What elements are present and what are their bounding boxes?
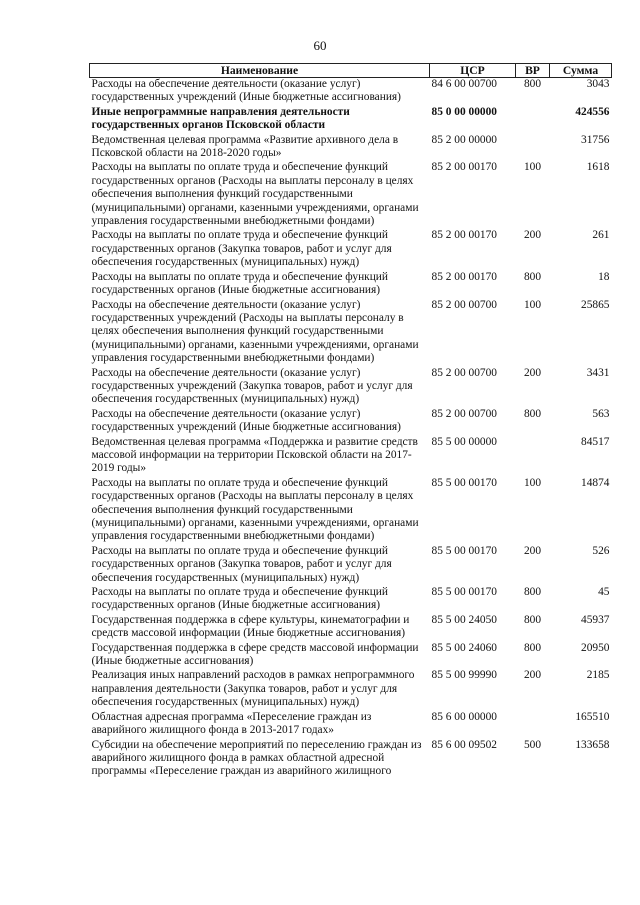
cell-csr: 85 2 00 00700 [431,298,497,311]
cell-name: Расходы на выплаты по оплате труда и обеспечение функций государственных органов (Расходы на выплаты персоналу в целях обеспечения выполнения функций государственными (муниципальными) органами, казенными учреждениями, органами управления государственными внебюджетными фондами) [91,161,419,228]
table-row [90,586,612,614]
table-row [90,711,612,739]
cell-vr: 800 [523,641,542,654]
cell-sum: 25865 [581,298,610,311]
cell-sum: 133658 [575,738,610,751]
cell-csr: 85 2 00 00170 [431,270,497,283]
cell-vr: 100 [523,476,542,489]
cell-name: Расходы на обеспечение деятельности (оказание услуг) государственных учреждений (Закупка товаров, работ и услуг для обеспечения государственных (муниципальных) нужд) [91,366,413,406]
cell-name: Расходы на обеспечение деятельности (оказание услуг) государственных учреждений (Иные бюджетные ассигнования) [91,78,401,104]
cell-name: Государственная поддержка в сфере культуры, кинематографии и средств массовой информации (Иные бюджетные ассигнования) [91,613,410,640]
cell-name: Расходы на обеспечение деятельности (оказание услуг) государственных учреждений (Иные бюджетные ассигнования) [91,407,401,434]
cell-csr: 84 6 00 00700 [431,78,497,90]
cell-sum: 424556 [575,105,610,118]
table-row [90,367,612,408]
cell-vr: 200 [523,229,542,242]
table-row [90,642,612,670]
cell-sum: 45937 [581,613,610,626]
cell-csr: 85 5 00 00000 [431,435,497,448]
header-csr: ЦСР [430,64,516,78]
cell-vr [516,711,550,739]
table-row [90,669,612,710]
cell-sum: 165510 [575,710,610,723]
cell-csr: 85 6 00 09502 [431,738,497,751]
cell-csr: 85 5 00 24060 [431,641,497,654]
cell-vr: 800 [523,586,542,599]
cell-sum: 20950 [581,641,610,654]
header-vr: ВР [516,64,550,78]
cell-name: Расходы на выплаты по оплате труда и обеспечение функций государственных органов (Закупка товаров, работ и услуг для обеспечения государственных (муниципальных) нужд) [91,229,392,269]
cell-sum: 14874 [581,476,610,489]
cell-vr: 200 [523,366,542,379]
cell-csr: 85 0 00 00000 [431,105,497,118]
header-row [90,64,612,78]
cell-vr: 200 [523,669,542,682]
cell-csr: 85 5 00 00170 [431,586,497,599]
table-row [90,614,612,642]
table-row [90,739,612,780]
cell-csr: 85 2 00 00000 [431,133,497,146]
cell-csr: 85 2 00 00700 [431,366,497,379]
cell-sum: 261 [592,229,610,242]
cell-sum: 31756 [581,133,610,146]
cell-csr: 85 2 00 00170 [431,229,497,242]
cell-sum: 84517 [581,435,610,448]
cell-vr: 800 [523,407,542,420]
table-row [90,134,612,162]
cell-name: Расходы на обеспечение деятельности (оказание услуг) государственных учреждений (Расходы на выплаты персоналу в целях обеспечения выполнения функций государственными (муниципальными) органами, казенными учреждениями, органами управления государственными внебюджетными фондами) [91,298,419,365]
cell-name: Расходы на выплаты по оплате труда и обеспечение функций государственных органов (Расходы на выплаты персоналу в целях обеспечения выполнения функций государственными (муниципальными) органами, казенными учреждениями, органами управления государственными внебюджетными фондами) [91,476,419,543]
cell-sum: 1618 [586,161,610,174]
cell-csr: 85 5 00 24050 [431,613,497,626]
cell-csr: 85 5 00 00170 [431,476,497,489]
cell-vr: 100 [523,298,542,311]
cell-vr [516,106,550,134]
cell-csr: 85 6 00 00000 [431,710,497,723]
cell-name: Расходы на выплаты по оплате труда и обеспечение функций государственных органов (Закупка товаров, работ и услуг для обеспечения государственных (муниципальных) нужд) [91,544,392,584]
table-row [90,78,612,106]
cell-name: Расходы на выплаты по оплате труда и обеспечение функций государственных органов (Иные бюджетные ассигнования) [91,270,388,297]
cell-name: Ведомственная целевая программа «Развитие архивного дела в Псковской области на 2018-2020 годы» [91,133,399,160]
cell-name: Расходы на выплаты по оплате труда и обеспечение функций государственных органов (Иные бюджетные ассигнования) [91,586,388,612]
budget-table [89,63,612,780]
cell-csr: 85 5 00 99990 [431,669,497,682]
table-row [90,299,612,367]
table-row [90,436,612,477]
cell-sum: 526 [592,544,610,557]
cell-vr: 100 [523,161,542,174]
cell-vr: 500 [523,738,542,751]
table-row [90,477,612,545]
cell-sum: 2185 [586,669,610,682]
table-row [90,106,612,134]
cell-csr: 85 2 00 00170 [431,161,497,174]
cell-sum: 563 [592,407,610,420]
table-header [90,64,612,78]
cell-sum: 3431 [586,366,610,379]
cell-vr: 800 [523,613,542,626]
cell-name: Областная адресная программа «Переселение граждан из аварийного жилищного фонда в 2013-2017 годах» [91,710,372,737]
table-body [90,78,612,780]
page-number: 60 [313,38,327,53]
cell-sum: 18 [598,270,610,283]
header-name: Наименование [90,64,430,78]
cell-name: Иные непрограммные направления деятельности государственных органов Псковской области [91,105,350,132]
cell-vr: 800 [523,78,542,90]
table-row [90,229,612,270]
table-row [90,271,612,299]
cell-name: Субсидии на обеспечение мероприятий по переселению граждан из аварийного жилищного фонда в рамках областной адресной программы «Переселение граждан из аварийного жилищного [91,738,422,778]
cell-vr: 800 [523,270,542,283]
cell-vr [516,134,550,162]
table-row [90,161,612,229]
header-sum: Сумма [550,64,612,78]
cell-vr [516,436,550,477]
cell-csr: 85 2 00 00700 [431,407,497,420]
cell-name: Государственная поддержка в сфере средств массовой информации (Иные бюджетные ассигнования) [91,641,419,668]
cell-vr: 200 [523,544,542,557]
cell-name: Реализация иных направлений расходов в рамках непрограммного направления деятельности (Закупка товаров, работ и услуг для обеспечения государственных (муниципальных) нужд) [91,669,415,709]
cell-sum: 45 [598,586,610,599]
table-row [90,408,612,436]
table-row [90,545,612,586]
cell-name: Ведомственная целевая программа «Поддержка и развитие средств массовой информации на территории Псковской области на 2017-2019 годы» [91,435,418,475]
cell-csr: 85 5 00 00170 [431,544,497,557]
cell-sum: 3043 [586,78,610,90]
